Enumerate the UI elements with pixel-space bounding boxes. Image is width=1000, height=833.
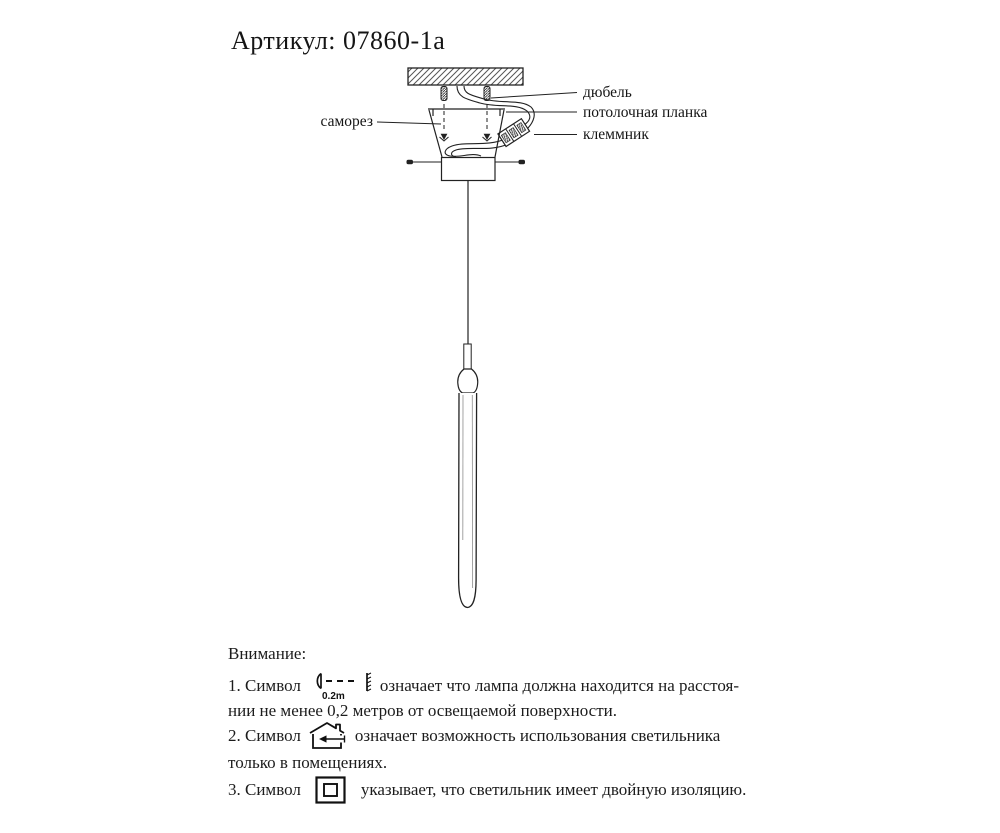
ceiling <box>408 68 523 85</box>
terminal-block <box>498 119 530 147</box>
double-insulation-icon <box>314 775 348 805</box>
distance-0.2m-icon <box>310 671 374 701</box>
note-1-text: означает что лампа должна находится на расстоя- <box>379 676 739 695</box>
note-1-continued: нии не менее 0,2 метров от освещаемой поверхности. <box>228 701 617 720</box>
note-1 <box>228 672 739 700</box>
canopy <box>442 158 496 181</box>
svg-text:0.2m: 0.2m <box>321 691 345 701</box>
note-3 <box>228 775 746 805</box>
note-2 <box>228 721 720 751</box>
label-planka: потолочная планка <box>583 104 708 121</box>
label-samorez: саморез <box>320 113 373 130</box>
installation-diagram <box>370 55 585 620</box>
page-title: Артикул: 07860-1a <box>231 26 446 55</box>
indoor-use-house-icon <box>308 721 346 751</box>
note-2-text: означает возможность использования светильника <box>354 726 721 745</box>
pendant-lamp <box>458 344 478 608</box>
note-2-prefix: 2. Символ <box>228 726 301 745</box>
note-1-prefix: 1. Символ <box>228 676 301 695</box>
dowel-right <box>483 87 492 142</box>
side-screw-left <box>407 160 442 165</box>
mounting-plate <box>428 109 505 157</box>
note-3-text: указывает, что светильник имеет двойную изоляцию. <box>360 780 747 799</box>
dowel-left <box>440 87 449 142</box>
label-dyubel: дюбель <box>583 84 632 101</box>
note-3-prefix: 3. Символ <box>228 780 301 799</box>
side-screw-right <box>496 160 526 165</box>
notes-heading: Внимание: <box>228 644 307 663</box>
note-2-continued: только в помещениях. <box>228 753 388 772</box>
label-klemmnik: клеммник <box>583 126 649 143</box>
leader-lines <box>377 93 577 135</box>
